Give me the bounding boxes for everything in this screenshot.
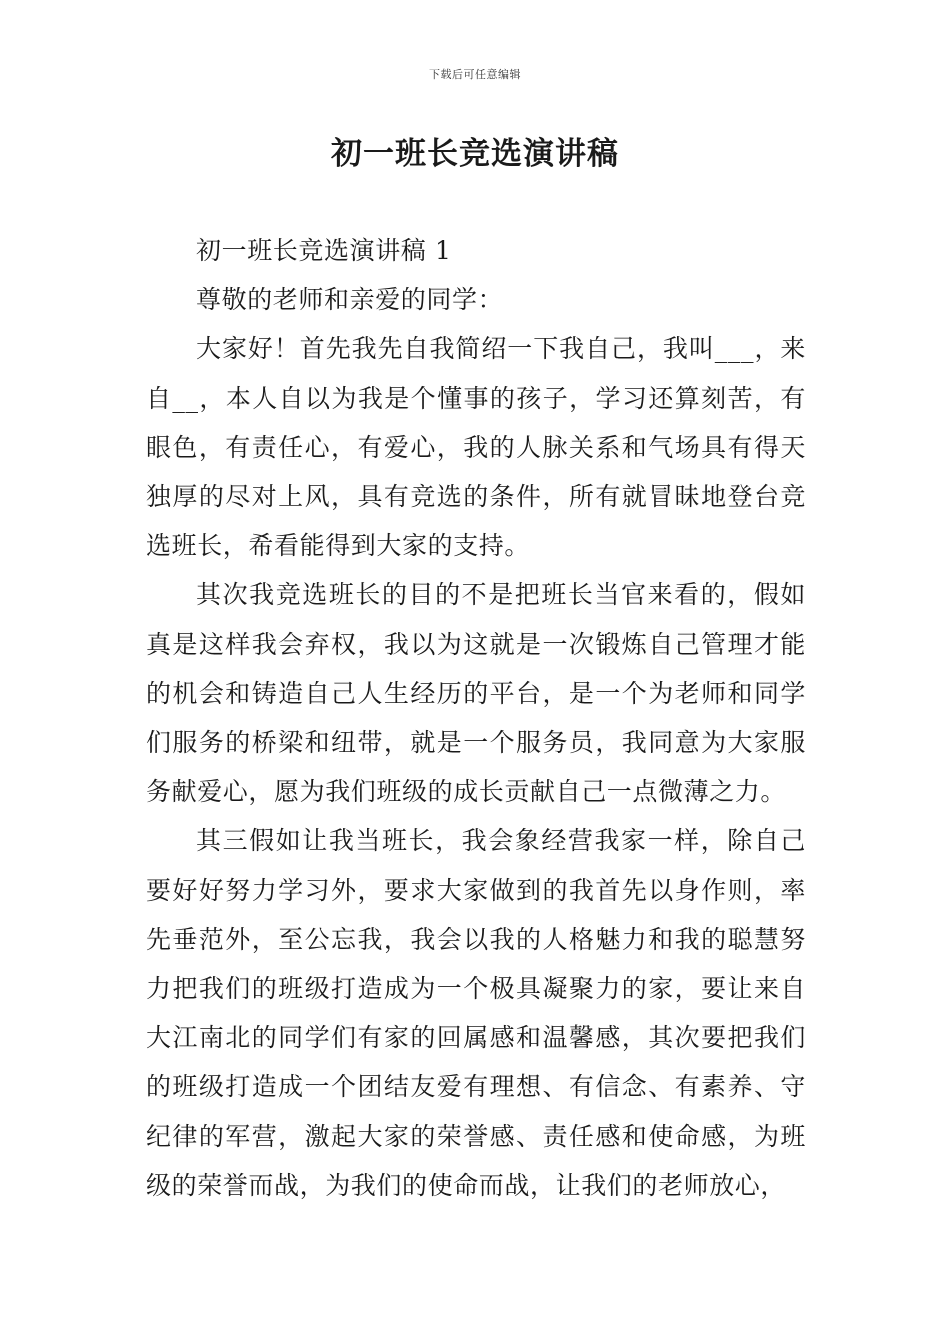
header-note: 下载后可任意编辑 — [429, 68, 521, 81]
paragraph: 其三假如让我当班长，我会象经营我家一样，除自己要好好努力学习外，要求大家做到的我首先以身作则，率先垂范外，至公忘我，我会以我的人格魅力和我的聪慧努力把我们的班级打造成为一个极具凝聚力的家，要让来自大江南北的同学们有家的回属感和温馨感，其次要把我们的班级打造成一个团结友爱有理想、有信念、有素养、守纪律的军营，激起大家的荣誉感、责任感和使命感，为班级的荣誉而战，为我们的使命而战，让我们的老师放心， — [146, 826, 806, 1200]
document-body — [146, 226, 806, 1210]
document-title: 初一班长竞选演讲稿 — [331, 136, 619, 172]
salutation: 尊敬的老师和亲爱的同学： — [196, 285, 504, 315]
paragraph: 其次我竞选班长的目的不是把班长当官来看的，假如真是这样我会弃权，我以为这就是一次锻炼自己管理才能的机会和铸造自己人生经历的平台，是一个为老师和同学们服务的桥梁和纽带，就是一个服务员，我同意为大家服务献爱心，愿为我们班级的成长贡献自己一点微薄之力。 — [146, 580, 806, 807]
section-heading: 初一班长竞选演讲稿 1 — [196, 236, 452, 265]
paragraph: 大家好！首先我先自我简绍一下我自己，我叫___，来自__，本人自以为我是个懂事的孩子，学习还算刻苦，有眼色，有责任心，有爱心，我的人脉关系和气场具有得天独厚的尽对上风，具有竞选的条件，所有就冒昧地登台竞选班长，希看能得到大家的支持。 — [146, 334, 806, 561]
